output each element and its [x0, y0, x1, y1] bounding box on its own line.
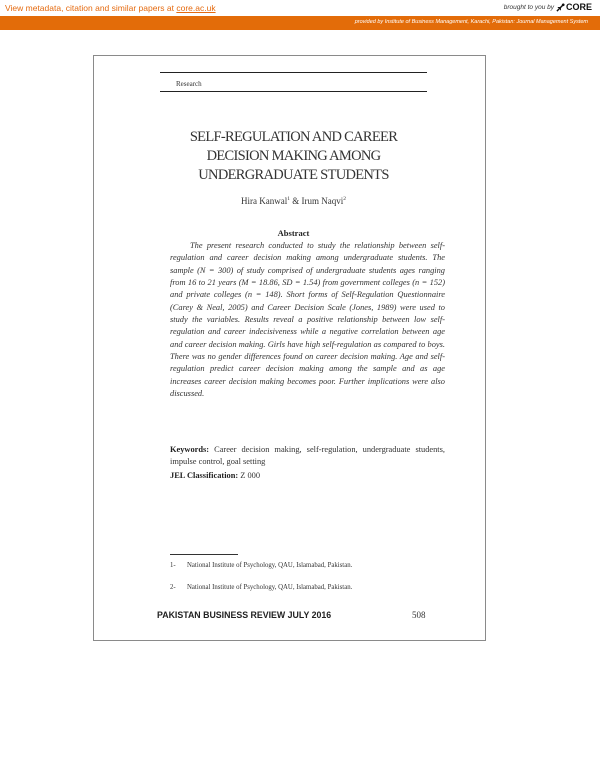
footnote-1: [170, 562, 352, 569]
footnote-2-number: 2-: [170, 584, 176, 591]
header-rule-bottom: [160, 91, 427, 92]
core-label: CORE: [565, 2, 592, 12]
author-2: Irum Naqvi: [301, 196, 344, 206]
abstract-body: The present research conducted to study the relationship between self-regulation and career decision making among undergraduate students. The sample (N = 300) of study comprised of undergraduate students ages ranging from 16 to 21 years (M = 18.86, SD = 1.54) from government colleges (n = 152) and private colleges (n = 148). Short forms of Self-Regulation Questionnaire (Carey & Neal, 2005) and Career Decision Scale (Jones, 1989) were used to study the variables. Results reveal a positive relationship between low self-regulation and career indecisiveness while a negative correlation between age and career decision making. Girls have high self-regulation as compared to boys. There was no gender differences found on career decision making. Age and self-regulation predict career decision making among the sample and as age increases career decision making becomes poor. Further implications were also discussed.: [170, 241, 445, 399]
jel-label: JEL Classification:: [170, 471, 239, 480]
jel-classification: [170, 471, 445, 480]
keywords-text: Career decision making, self-regulation, undergraduate students, impulse control, goal setting: [170, 445, 445, 467]
footnote-1-number: 1-: [170, 562, 176, 569]
section-label: Research: [176, 80, 202, 88]
keywords-label: Keywords:: [170, 445, 210, 454]
brought-to-you-by[interactable]: [504, 2, 592, 12]
footnote-2-text: National Institute of Psychology, QAU, Islamabad, Pakistan.: [187, 584, 353, 591]
brought-by-text: brought to you by: [503, 3, 554, 11]
core-logo-icon: [556, 3, 565, 12]
jel-code: Z 000: [238, 471, 261, 480]
journal-footer: PAKISTAN BUSINESS REVIEW JULY 2016: [157, 610, 332, 620]
core-ac-uk-link[interactable]: core.ac.uk: [176, 3, 216, 13]
footnote-rule: [170, 554, 238, 555]
authors: [154, 196, 433, 206]
title-line-2: DECISION MAKING AMONG: [206, 148, 381, 164]
paper-page: [93, 55, 486, 641]
metadata-text: View metadata, citation and similar papers at: [5, 3, 177, 13]
header-rule-top: [160, 72, 427, 73]
page-number: 508: [412, 610, 426, 620]
abstract-heading: Abstract: [277, 228, 310, 238]
footnote-1-text: National Institute of Psychology, QAU, Islamabad, Pakistan.: [187, 562, 353, 569]
provider-strip: [0, 16, 600, 30]
author-separator: &: [289, 196, 302, 206]
title-line-3: UNDERGRADUATE STUDENTS: [198, 167, 389, 183]
author-2-affil: 2: [343, 196, 346, 202]
paper-title: [154, 128, 433, 185]
title-line-1: SELF-REGULATION AND CAREER: [189, 129, 398, 145]
keywords: [170, 444, 445, 469]
core-banner: [0, 0, 600, 30]
author-1-affil: 1: [287, 196, 290, 202]
provided-by-text: provided by Institute of Business Management, Karachi, Pakistan: Journal Management System: [354, 19, 588, 25]
core-logo[interactable]: [556, 2, 592, 12]
footnote-2: [170, 584, 352, 591]
metadata-link[interactable]: [5, 3, 216, 13]
author-1: Hira Kanwal: [241, 196, 288, 206]
